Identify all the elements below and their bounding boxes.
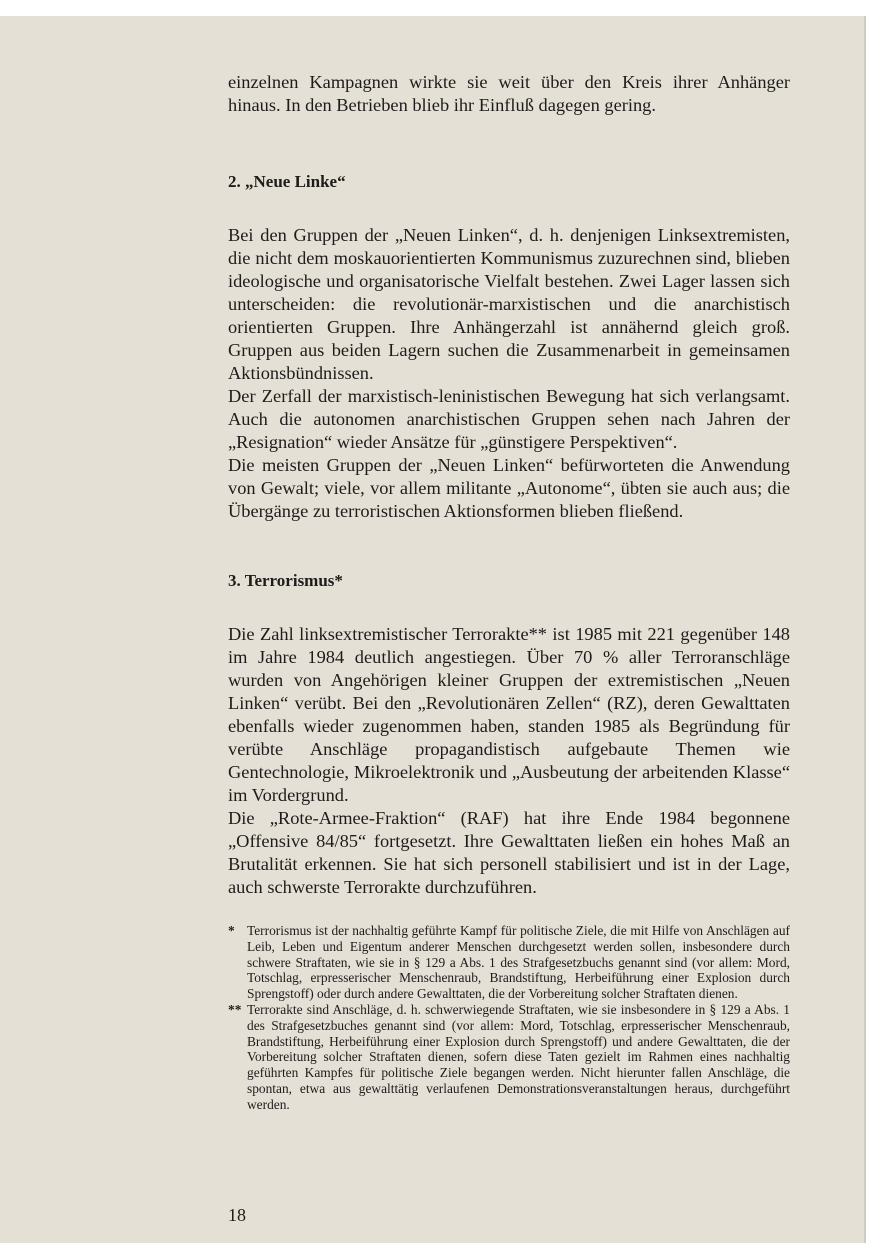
- neue-linke-paragraph-2: Der Zerfall der marxistisch-leninistischen Bewegung hat sich verlangsamt. Auch die autonomen anarchistischen Gruppen sehen nach Jahren der „Resignation“ wieder Ansätze für „günstigere Perspektiven“.: [228, 386, 790, 452]
- section-heading-neue-linke: 2. „Neue Linke“: [228, 172, 346, 191]
- neue-linke-paragraph-1: Bei den Gruppen der „Neuen Linken“, d. h. denjenigen Linksextremisten, die nicht dem moskauorientierten Kommunismus zuzurechnen sind, blieben ideologische und organisatorische Vielfalt bestehen. Zwei Lager lassen sich unterscheiden: die revolutionär-marxistischen und die anarchistisch orientierten Gruppen. Ihre Anhängerzahl ist annähernd gleich groß. Gruppen aus beiden Lagern suchen die Zusammenarbeit in gemeinsamen Aktionsbündnissen.: [228, 225, 790, 383]
- footnote-terrorakte: [228, 1002, 790, 1113]
- footnote-mark: **: [228, 1001, 242, 1017]
- footnote-terrorismus: [228, 923, 790, 1002]
- footnote-text: Terrorakte sind Anschläge, d. h. schwerwiegende Straftaten, wie sie insbesondere in § 129 a Abs. 1 des Strafgesetzbuches genannt sind (vor allem: Mord, Totschlag, erpresserischer Menschenraub, Brandstiftung, Herbeiführung einer Explosion durch Sprengstoff) und andere Gewalttaten, die der Vorbereitung solcher Straftaten dienen, sofern diese Taten gezielt im Rahmen eines nachhaltig geführten Kampfes für politische Ziele begangen werden. Nicht hierunter fallen Anschläge, die spontan, etwa aus gewalttätig verlaufenen Demonstrationsveranstaltungen heraus, durchgeführt werden.: [247, 1001, 790, 1112]
- footnote-mark: *: [228, 923, 235, 938]
- page-number: 18: [228, 1205, 246, 1225]
- neue-linke-paragraph-3: Die meisten Gruppen der „Neuen Linken“ befürworteten die Anwendung von Gewalt; viele, vor allem militante „Autonome“, übten sie auch aus; die Übergänge zu terroristischen Aktionsformen blieben fließend.: [228, 455, 790, 521]
- terrorismus-paragraph-1: Die Zahl linksextremistischer Terrorakte** ist 1985 mit 221 gegenüber 148 im Jahre 1984 deutlich angestiegen. Über 70 % aller Terroranschläge wurden von Angehörigen kleiner Gruppen der extremistischen „Neuen Linken“ verübt. Bei den „Revolutionären Zellen“ (RZ), deren Gewalttaten ebenfalls wieder zugenommen haben, standen 1985 als Begründung für verübte Anschläge propagandistisch aufgebaute Themen wie Gentechnologie, Mikroelektronik und „Ausbeutung der arbeitenden Klasse“ im Vordergrund.: [228, 624, 790, 805]
- footnotes: [228, 923, 790, 1113]
- page-content: [228, 71, 790, 1113]
- intro-paragraph: einzelnen Kampagnen wirkte sie weit über den Kreis ihrer Anhänger hinaus. In den Betrieben blieb ihr Einfluß dagegen gering.: [228, 72, 790, 115]
- footnote-text: Terrorismus ist der nachhaltig geführte Kampf für politische Ziele, die mit Hilfe von Anschlägen auf Leib, Leben und Eigentum anderer Menschen durchgesetzt werden sollen, insbesondere durch schwere Straftaten, wie sie in § 129 a Abs. 1 des Strafgesetzbuchs genannt sind (vor allem: Mord, Totschlag, erpresserischer Menschenraub, Brandstiftung, Herbeiführung einer Explosion durch Sprengstoff) oder durch andere Gewalttaten, die der Vorbereitung solcher Straftaten dienen.: [247, 923, 790, 1002]
- terrorismus-paragraph-2: Die „Rote-Armee-Fraktion“ (RAF) hat ihre Ende 1984 begonnene „Offensive 84/85“ fortgesetzt. Ihre Gewalttaten ließen ein hohes Maß an Brutalität erkennen. Sie hat sich personell stabilisiert und ist in der Lage, auch schwerste Terrorakte durchzuführen.: [228, 808, 790, 897]
- section-heading-terrorismus: 3. Terrorismus*: [228, 571, 343, 590]
